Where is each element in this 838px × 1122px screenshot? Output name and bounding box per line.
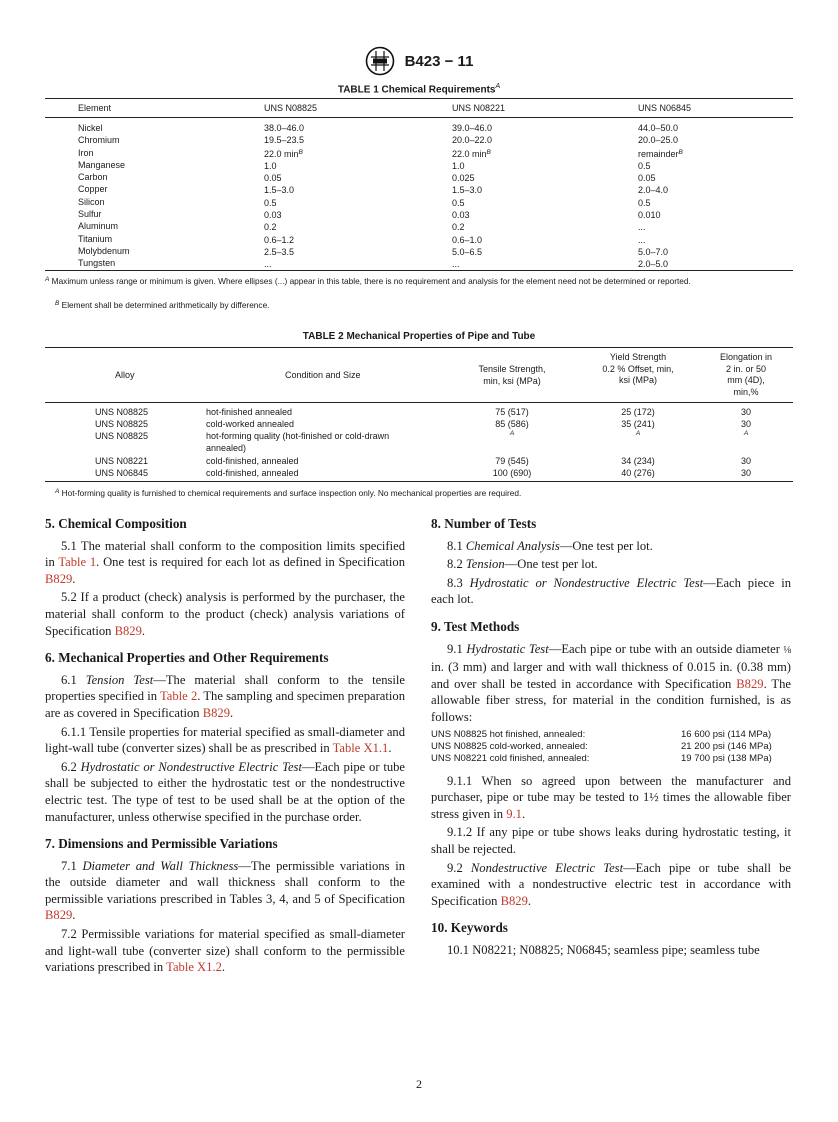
table1-header-n06845: UNS N06845 — [638, 103, 692, 113]
footnote-mark: A — [509, 430, 515, 437]
page-header — [0, 46, 838, 76]
table1-cell: Tungsten — [78, 258, 116, 269]
stress-value: 16 600 psi (114 MPa) — [681, 728, 772, 740]
text: 8.3 — [447, 575, 470, 590]
table1-header-n08221: UNS N08221 — [452, 103, 506, 113]
table1-cell: 0.5 — [638, 160, 651, 171]
table1-cell: Sulfur — [78, 209, 102, 220]
table1-n06845-column — [638, 122, 683, 271]
table2-cell: UNS N08825 — [95, 419, 149, 429]
table1-cell: Chromium — [78, 135, 120, 146]
table2-cell — [708, 428, 784, 441]
table2-cell: hot-finished annealed — [206, 407, 293, 417]
section-9-1-link[interactable]: 9.1 — [506, 806, 522, 821]
stress-label: UNS N08221 cold finished, annealed: — [431, 752, 590, 764]
table1-cell: Aluminum — [78, 221, 119, 232]
table1-cell: Nickel — [78, 123, 103, 133]
text: . — [527, 893, 532, 908]
text: 6.2 — [61, 759, 81, 774]
table2-cell: cold-finished, annealed — [206, 468, 299, 478]
section-7-heading: 7. Dimensions and Permissible Variations — [45, 836, 278, 852]
table2-cell-line: annealed) — [206, 443, 247, 454]
table1-cell: Iron — [78, 147, 94, 158]
table2-header-yield — [578, 352, 698, 387]
table1-cell: ... — [638, 222, 646, 233]
text: . One test is required for each lot as defined in Specification — [96, 555, 405, 570]
table2-cell: 40 (276) — [621, 468, 655, 478]
footnote-mark: A — [45, 276, 50, 283]
para-6-2 — [45, 759, 405, 825]
table1-footnote-b — [55, 298, 803, 311]
table2-cell: cold-worked annealed — [206, 419, 295, 429]
text: 5.2 If a product (check) analysis is performed by the purchaser, the material shall conform to the product (check) analysis variations of Specification — [45, 590, 405, 638]
table2-cell: UNS N08825 — [95, 407, 149, 417]
right-column — [431, 516, 791, 960]
section-10-heading: 10. Keywords — [431, 920, 508, 936]
para-7-2 — [45, 926, 405, 976]
b829-link[interactable]: B829 — [736, 676, 764, 691]
table1-cell: 1.5–3.0 — [264, 185, 295, 196]
table1-caption — [0, 83, 838, 95]
stress-label: UNS N08825 cold-worked, annealed: — [431, 740, 588, 752]
b829-link[interactable]: B829 — [202, 705, 230, 720]
table1-cell: 2.0–4.0 — [638, 185, 669, 196]
footnote-mark: B — [55, 300, 60, 307]
table1-cell: Titanium — [78, 233, 113, 244]
footnote-mark: B — [298, 148, 303, 156]
text: . — [230, 705, 234, 720]
table2-cell — [206, 430, 389, 455]
table1-cell: 0.05 — [264, 173, 282, 184]
para-10-1: 10.1 N08221; N08825; N06845; seamless pipe; seamless tube — [447, 942, 760, 957]
table1-header-rule — [45, 117, 793, 118]
table2-cell: 30 — [740, 407, 751, 417]
text: 8.2 — [447, 557, 466, 572]
term: Hydrostatic or Nondestructive Electric Test — [469, 575, 704, 590]
footnote-mark: A — [55, 488, 60, 495]
table1-cell: 0.03 — [264, 210, 282, 221]
table2-caption: TABLE 2 Mechanical Properties of Pipe and Tube — [302, 331, 536, 342]
table2-link[interactable]: Table 2 — [159, 689, 198, 704]
table1-cell: Manganese — [78, 159, 126, 170]
table1-cell — [264, 147, 304, 160]
table1-cell: 20.0–22.0 — [452, 135, 493, 146]
footnote-text: Maximum unless range or minimum is given. Where ellipses (...) appear in this table, there is no requirement and analysis for the element need not be determined or reported. — [51, 276, 691, 286]
term: Tension — [465, 557, 505, 572]
table2-cell: 30 — [740, 456, 751, 466]
b829-link[interactable]: B829 — [45, 571, 73, 586]
list-item — [431, 741, 791, 753]
stress-label: UNS N08825 hot finished, annealed: — [431, 728, 586, 740]
text: . — [521, 806, 526, 821]
table2-header-alloy: Alloy — [115, 370, 135, 380]
table1-cell: 38.0–46.0 — [264, 123, 305, 133]
term: Chemical Analysis — [465, 538, 560, 553]
table2-cell: 75 (517) — [495, 407, 529, 417]
term: Diameter and Wall Thickness — [82, 858, 239, 873]
table1-cell: 0.5 — [638, 197, 651, 208]
table2-cell: 34 (234) — [621, 456, 655, 466]
table2-bottom-rule — [45, 481, 793, 482]
table1-element-column — [78, 122, 130, 270]
text: 5.1 The material shall conform to the composition limits specified in — [45, 538, 405, 570]
text: 6.1.1 Tensile properties for material specified as small-diameter and light-wall tube (converter sizes) shall be as prescribed in — [45, 724, 405, 756]
table2-cell: UNS N08221 — [95, 456, 149, 466]
footnote-mark: B — [678, 148, 683, 156]
para-9-1-2: 9.1.2 If any pipe or tube shows leaks during hydrostatic testing, it shall be rejected. — [431, 825, 791, 856]
text: 6.1 — [61, 672, 86, 687]
footnote-mark: A — [743, 430, 749, 437]
table1-cell: 0.5 — [264, 197, 277, 208]
table1-cell: Silicon — [78, 196, 105, 207]
text: . — [221, 960, 226, 975]
table-x1-1-link[interactable]: Table X1.1 — [332, 741, 389, 756]
header-line: ksi (MPa) — [619, 375, 657, 385]
table2-footnote-a — [55, 486, 803, 499]
table1-top-rule — [45, 98, 793, 99]
table-x1-2-link[interactable]: Table X1.2 — [166, 960, 222, 975]
left-column — [45, 516, 405, 978]
table1-n08221-column — [452, 122, 492, 271]
section-5-heading: 5. Chemical Composition — [45, 516, 187, 531]
table1-cell: 5.0–7.0 — [638, 246, 669, 257]
table2-header-elongation — [708, 352, 784, 398]
table1-cell: 2.0–5.0 — [638, 259, 669, 270]
text: 8.1 — [447, 538, 466, 553]
text: —The permissible variations in the outside diameter and wall thickness shall conform to the permissible variations prescribed in Tables 3, 4, and 5 of Specification — [45, 858, 406, 906]
para-9-1 — [431, 641, 791, 726]
text: in. (3 mm) and larger and with wall thickness of 0.015 in. (0.38 mm) and over shall be tested in accordance with Specification — [431, 660, 791, 691]
text: —Each pipe or tube shall be subjected to either the hydrostatic test or the nondestructive electric test. The type of test to be used shall be at the option of the manufacturer, unless otherwise specified in the purchase order. — [45, 759, 406, 824]
table2-cell-line: hot-forming quality (hot-finished or cold-drawn — [206, 431, 390, 441]
fraction: ⅛ — [783, 644, 792, 656]
table2-cell — [578, 428, 698, 441]
text: . — [72, 571, 76, 586]
term: Hydrostatic Test — [466, 641, 549, 656]
table2-cell: 100 (690) — [492, 468, 532, 478]
para-9-2 — [431, 860, 791, 910]
para-8-1 — [431, 538, 791, 555]
text: . — [388, 741, 392, 756]
text: —One test per lot. — [504, 557, 598, 572]
astm-logo-icon — [365, 46, 395, 76]
table2-header-tensile — [472, 364, 552, 387]
table1-cell: 1.5–3.0 — [452, 185, 483, 196]
table1-cell: 0.2 — [264, 222, 277, 233]
header-line: Yield Strength — [609, 352, 667, 362]
table1-cell: 19.5–23.5 — [264, 135, 305, 146]
text: —Each piece in each lot. — [431, 575, 792, 607]
table1-cell: 0.6–1.0 — [452, 234, 483, 245]
para-5-2 — [45, 589, 405, 639]
section-8-heading: 8. Number of Tests — [431, 516, 537, 531]
table1-header-element: Element — [78, 103, 112, 113]
text: 9.1 — [447, 641, 467, 656]
table2-cell: UNS N06845 — [95, 468, 149, 478]
table1-cell: 0.025 — [452, 173, 475, 184]
table1-cell: 0.05 — [638, 173, 656, 184]
table1-bottom-rule — [45, 270, 793, 271]
table1-cell: Copper — [78, 184, 108, 195]
text: . — [72, 908, 76, 923]
table1-cell: 0.5 — [452, 197, 465, 208]
list-item — [431, 753, 791, 765]
text: 7.2 Permissible variations for material specified as small-diameter and light-wall tube (converter size) shall conform to the permissible variations prescribed in — [45, 927, 405, 975]
table1-footnote-a — [45, 274, 793, 287]
para-5-1 — [45, 538, 405, 588]
section-6-heading: 6. Mechanical Properties and Other Requirements — [45, 650, 329, 666]
table1-cell: 1.0 — [452, 160, 465, 171]
text: —Each pipe or tube with an outside diameter — [548, 641, 784, 656]
table2-cell: 79 (545) — [495, 456, 529, 466]
stress-value: 21 200 psi (146 MPa) — [681, 740, 772, 752]
stress-value: 19 700 psi (138 MPa) — [681, 752, 772, 764]
table1-cell: ... — [264, 259, 272, 270]
fiber-stress-list — [431, 729, 791, 765]
term: Nondestructive Electric Test — [470, 860, 624, 875]
footnote-text: Hot-forming quality is furnished to chemical requirements and surface inspection only. No mechanical properties are required. — [61, 488, 522, 498]
table1-cell: ... — [638, 234, 646, 245]
table1-cell-value: remainder — [638, 148, 679, 159]
para-7-1 — [45, 858, 405, 924]
text: 9.1.1 When so agreed upon between the manufacturer and purchaser, pipe or tube may be tested to 1½ times the allowable fiber stress given in — [431, 773, 791, 821]
text: . The allowable fiber stress, for material in the condition furnished, is as follows: — [431, 676, 791, 724]
list-item — [431, 729, 791, 741]
table1-caption-mark: A — [495, 83, 501, 90]
text: —One test per lot. — [559, 538, 653, 553]
header-line: Tensile Strength, — [478, 364, 546, 374]
para-6-1 — [45, 672, 405, 722]
table2-cell: 30 — [740, 419, 751, 429]
footnote-mark: B — [486, 148, 491, 156]
text: . The sampling and specimen preparation are as covered in Specification — [45, 689, 405, 720]
text: —The material shall conform to the tensile properties specified in — [45, 672, 406, 704]
table1-cell: 44.0–50.0 — [638, 123, 679, 133]
table2-cell: UNS N08825 — [95, 431, 149, 441]
table2-cell: 35 (241) — [621, 419, 655, 429]
header-line: 0.2 % Offset, min, — [602, 363, 674, 374]
table2-header-condition: Condition and Size — [285, 370, 361, 380]
table2-cell: 85 (586) — [495, 419, 529, 429]
term: Hydrostatic or Nondestructive Electric Test — [80, 759, 302, 774]
table1-caption-text: TABLE 1 Chemical Requirements — [337, 84, 496, 96]
header-line: mm (4D), — [727, 375, 765, 385]
table1-link[interactable]: Table 1 — [58, 555, 97, 570]
table1-cell: 39.0–46.0 — [452, 123, 493, 133]
b829-link[interactable]: B829 — [500, 893, 528, 908]
table1-cell: 0.010 — [638, 210, 661, 221]
table1-cell: 20.0–25.0 — [638, 135, 679, 146]
b829-link[interactable]: B829 — [114, 623, 142, 638]
text: . — [141, 623, 146, 638]
table2-cell: 30 — [740, 468, 751, 478]
table1-n08825-column — [264, 122, 304, 271]
table1-cell: Molybdenum — [78, 245, 130, 256]
header-line: min, ksi (MPa) — [483, 375, 541, 386]
table1-cell: Carbon — [78, 172, 108, 183]
b829-link[interactable]: B829 — [45, 908, 73, 923]
table1-cell: 0.6–1.2 — [264, 234, 295, 245]
text: 7.1 — [61, 858, 83, 873]
table2-cell: cold-finished, annealed — [206, 456, 299, 466]
footnote-mark: A — [635, 430, 641, 437]
table1-cell: 2.5–3.5 — [264, 246, 295, 257]
para-9-1-1 — [431, 773, 791, 823]
table1-header-n08825: UNS N08825 — [264, 103, 318, 113]
text: 9.2 — [447, 860, 471, 875]
table2-cell — [472, 428, 552, 441]
para-6-1-1 — [45, 724, 405, 757]
term: Tension Test — [85, 672, 154, 687]
text: —Each pipe or tube shall be examined with a nondestructive electric test in accordance with Specification — [431, 860, 791, 908]
header-line: 2 in. or 50 — [725, 363, 767, 374]
table1-cell: 5.0–6.5 — [452, 246, 483, 257]
table1-cell: 0.2 — [452, 222, 465, 233]
table1-cell: 1.0 — [264, 160, 277, 171]
header-line: Elongation in — [719, 352, 773, 362]
table2-header-rule — [45, 402, 793, 403]
para-8-2 — [431, 556, 791, 573]
section-9-heading: 9. Test Methods — [431, 618, 520, 634]
table1-cell-value: 22.0 min — [452, 148, 487, 159]
table2-cell: 25 (172) — [621, 407, 655, 417]
table1-cell — [638, 147, 683, 160]
table1-cell-value: 22.0 min — [264, 148, 299, 159]
table1-cell: ... — [452, 259, 460, 270]
header-line: min,% — [733, 386, 759, 397]
footnote-text: Element shall be determined arithmetically by difference. — [61, 300, 270, 310]
table1-cell: 0.03 — [452, 210, 470, 221]
designation: B423 − 11 — [404, 52, 474, 70]
para-8-3 — [431, 575, 791, 608]
table2-top-rule — [45, 347, 793, 348]
table1-cell — [452, 147, 492, 160]
page-number: 2 — [416, 1077, 422, 1091]
